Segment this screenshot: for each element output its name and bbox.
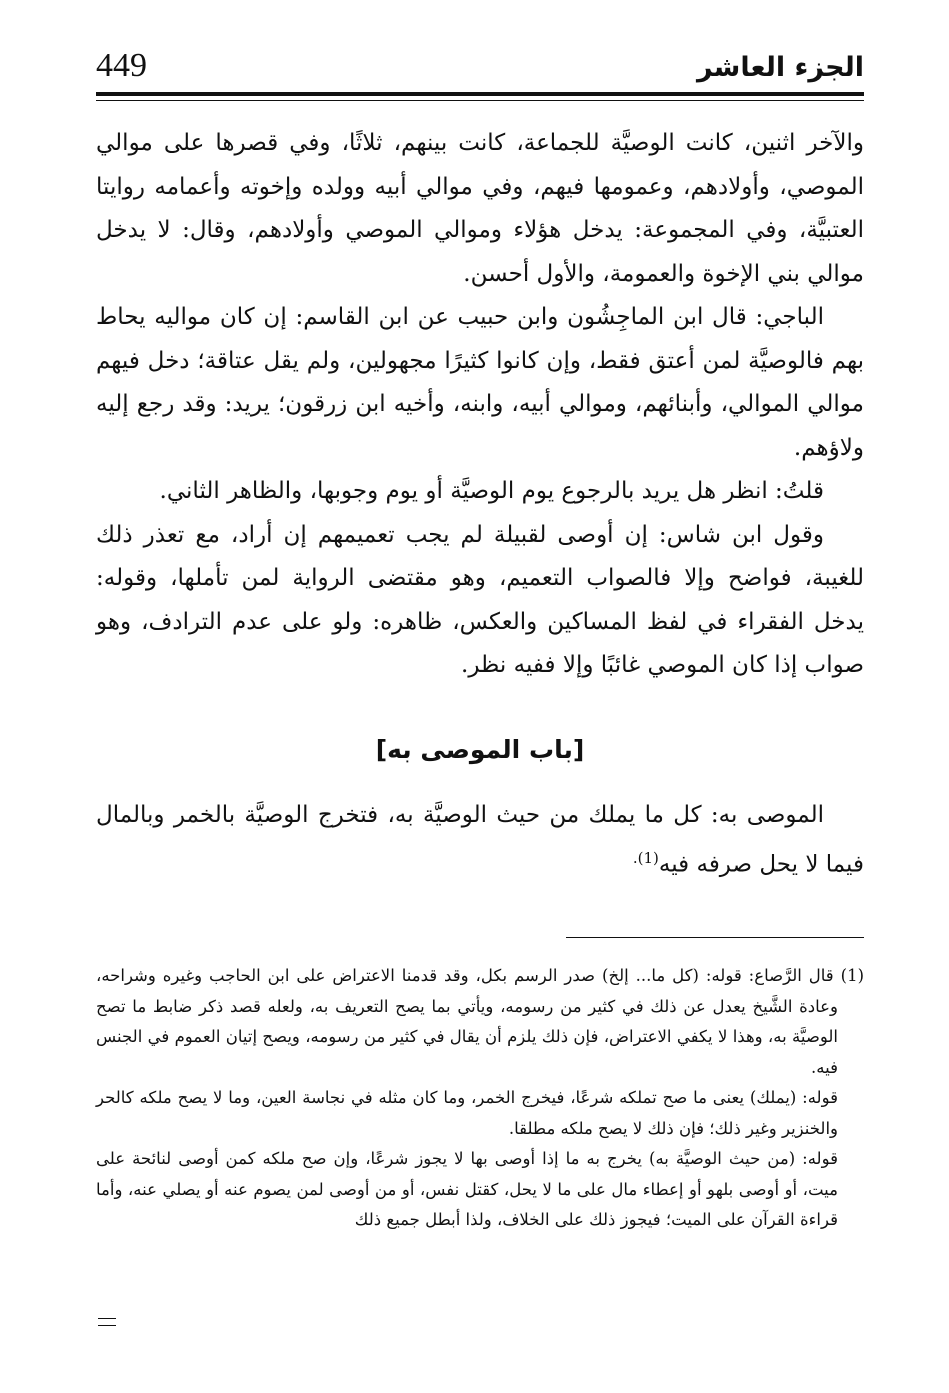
paragraph-2: الباجي: قال ابن الماجِشُون وابن حبيب عن ابن القاسم: إن كان مواليه يحاط بهم فالوصيَّة لمن أعتق فقط، وإن كانوا كثيرًا مجهولين، ولم يقل عتاقة؛ دخل فيهم موالي الموالي، وأبنائهم، وموالي أبيه، وابنه، وأخيه ابن زرقون؛ يريد: وقد رجع إليه ولاؤهم.	[96, 304, 864, 461]
footnote-number: (1)	[840, 966, 864, 985]
footnote-1-text: قال الرَّصاع: قوله: (كل ما... إلخ) صدر الرسم بكل، وقد قدمنا الاعتراض على ابن الحاجب وغيره وشراحه، وعادة الشَّيخ يعدل عن ذلك في كثير من رسومه، ويأتي بما يصح التعريف به، ولعله قصد ذكر ضابط ما تصح الوصيَّة به، وهذا لا يكفي الاعتراض، فإن ذلك يلزم أن يقال في كثير من رسومه، ويصح إتيان العموم في الجنس فيه.	[96, 966, 838, 1077]
paragraph-3: قلتُ: انظر هل يريد بالرجوع يوم الوصيَّة أو يوم وجوبها، والظاهر الثاني.	[159, 478, 824, 504]
footnote-reference[interactable]: (1).	[632, 849, 659, 867]
book-page	[96, 40, 864, 1370]
footnote-1-continuation: قوله: (من حيث الوصيَّة به) يخرج به ما إذا أوصى بها لا يجوز شرعًا، وإن صح ملكه كمن أوصى لنائحة على ميت، أو أوصى بلهو أو إعطاء مال على ما لا يحل، كقتل نفس، أو من أوصى لمن يصوم عنه أو يصلي عنه، وأما قراءة القرآن على الميت؛ فيجوز ذلك على الخلاف، ولذا أبطل جميع ذلك	[96, 1149, 838, 1229]
footnote-1-continuation: قوله: (يملك) يعنى ما صح تملكه شرعًا، فيخرج الخمر، وما كان مثله في نجاسة العين، وما لا يصح ملكه كالحر والخنزير وغير ذلك؛ فإن ذلك لا يصح ملكه مطلقا.	[96, 1088, 838, 1138]
section-paragraph	[96, 794, 864, 888]
paragraph-4: وقول ابن شاس: إن أوصى لقبيلة لم يجب تعميمهم إن أراد، مع تعذر ذلك للغيبة، فواضح وإلا فالصواب التعميم، وهو مقتضى الرواية لمن تأملها، وقوله: يدخل الفقراء في لفظ المساكين والعكس، ظاهره: ولو على عدم الترادف، وهو صواب إذا كان الموصي غائبًا وإلا ففيه نظر.	[96, 521, 864, 678]
continuation-mark	[98, 1318, 116, 1326]
main-text	[96, 122, 864, 887]
footnotes	[96, 961, 864, 1236]
footnote-1	[96, 961, 864, 1083]
page-number: 449	[96, 47, 147, 84]
section-heading: [باب الموصى به]	[375, 734, 585, 764]
page-header	[96, 40, 864, 96]
section-paragraph-text: الموصى به: كل ما يملك من حيث الوصيَّة به، فتخرج الوصيَّة بالخمر وبالمال فيما لا يحل صرفه فيه	[96, 801, 864, 878]
paragraph-1: والآخر اثنين، كانت الوصيَّة للجماعة، كانت بينهم، ثلاثًا، وفي قصرها على موالي الموصي، وأولادهم، وعمومها فيهم، وفي موالي أبيه وولده وإخوته وأعمامه روايتا العتبيَّة، وفي المجموعة: يدخل هؤلاء وموالي الموصي وأولادهم، وقال: لا يدخل موالي بني الإخوة والعمومة، والأول أحسن.	[96, 130, 865, 287]
header-rule-thin	[96, 100, 864, 101]
footnote-separator	[566, 937, 864, 938]
header-rule-thick	[96, 92, 864, 96]
running-title: الجزء العاشر	[697, 52, 864, 83]
